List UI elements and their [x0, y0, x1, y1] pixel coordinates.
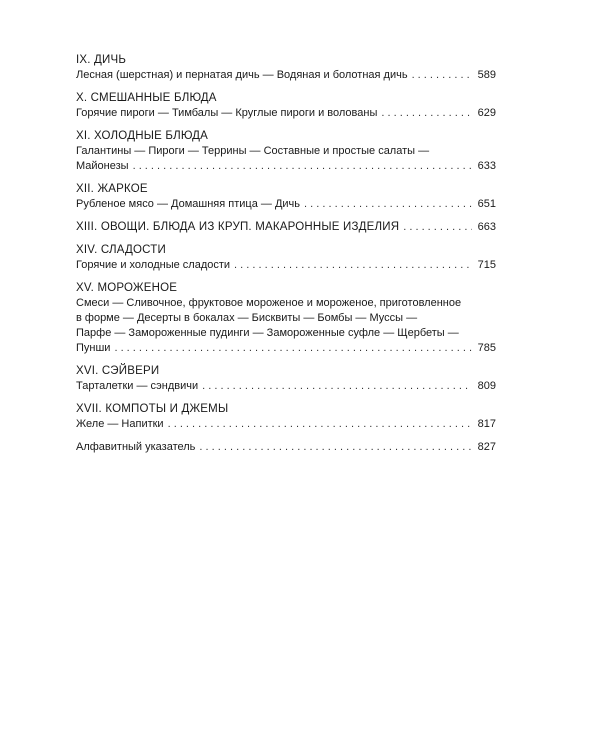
- entry-text: Горячие пироги — Тимбалы — Круглые пироги и волованы: [76, 107, 378, 119]
- toc-section-index: [76, 440, 496, 455]
- dot-leader: [168, 417, 472, 432]
- section-title: XV. МОРОЖЕНОЕ: [76, 282, 178, 294]
- toc-entry[interactable]: [76, 220, 496, 235]
- section-title: XIII. ОВОЩИ. БЛЮДА ИЗ КРУП. МАКАРОННЫЕ ИЗДЕЛИЯ: [76, 221, 400, 233]
- section-title: XIV. СЛАДОСТИ: [76, 244, 166, 256]
- toc-section-xiii: [76, 220, 496, 235]
- toc-section-xiv: [76, 243, 496, 273]
- toc-entry[interactable]: [76, 379, 496, 394]
- section-title: XI. ХОЛОДНЫЕ БЛЮДА: [76, 130, 209, 142]
- table-of-contents: [76, 53, 496, 463]
- toc-section-xv: [76, 281, 496, 356]
- section-title: X. СМЕШАННЫЕ БЛЮДА: [76, 92, 217, 104]
- section-title: IX. ДИЧЬ: [76, 54, 127, 66]
- dot-leader: [234, 258, 472, 273]
- entry-text: Пунши: [76, 342, 111, 354]
- entry-text: Лесная (шерстная) и пернатая дичь — Водяная и болотная дичь: [76, 69, 408, 81]
- entry-text: Тарталетки — сэндвичи: [76, 380, 199, 392]
- entry-text: Майонезы: [76, 160, 129, 172]
- entry-text-line: Смеси — Сливочное, фруктовое мороженое и мороженое, приготовленное: [76, 297, 462, 309]
- page-number: 651: [477, 198, 496, 210]
- toc-section-xi: [76, 129, 496, 174]
- dot-leader: [133, 159, 472, 174]
- toc-section-xvi: [76, 364, 496, 394]
- dot-leader: [202, 379, 472, 394]
- page-number: 663: [477, 221, 496, 233]
- entry-text-line: Галантины — Пироги — Террины — Составные и простые салаты —: [76, 145, 430, 157]
- page-number: 589: [477, 69, 496, 81]
- entry-text: Рубленое мясо — Домашняя птица — Дичь: [76, 198, 301, 210]
- entry-text: Алфавитный указатель: [76, 441, 196, 453]
- page-number: 827: [477, 441, 496, 453]
- section-title: XVI. СЭЙВЕРИ: [76, 365, 160, 377]
- entry-text: Желе — Напитки: [76, 418, 164, 430]
- toc-section-x: [76, 91, 496, 121]
- dot-leader: [199, 440, 472, 455]
- toc-entry[interactable]: [76, 258, 496, 273]
- dot-leader: [412, 68, 472, 83]
- page-number: 633: [477, 160, 496, 172]
- section-title: XVII. КОМПОТЫ И ДЖЕМЫ: [76, 403, 229, 415]
- toc-entry[interactable]: [76, 106, 496, 121]
- toc-section-xii: [76, 182, 496, 212]
- entry-text-line: Парфе — Замороженные пудинги — Замороженные суфле — Щербеты —: [76, 327, 459, 339]
- dot-leader: [114, 341, 472, 356]
- dot-leader: [381, 106, 472, 121]
- toc-entry[interactable]: [76, 159, 496, 174]
- toc-entry[interactable]: [76, 197, 496, 212]
- page-number: 817: [477, 418, 496, 430]
- page-number: 809: [477, 380, 496, 392]
- toc-section-xvii: [76, 402, 496, 432]
- toc-entry[interactable]: [76, 341, 496, 356]
- entry-text-line: в форме — Десерты в бокалах — Бисквиты — Бомбы — Муссы —: [76, 312, 418, 324]
- toc-section-ix: [76, 53, 496, 83]
- toc-entry[interactable]: [76, 440, 496, 455]
- dot-leader: [304, 197, 472, 212]
- entry-text: Горячие и холодные сладости: [76, 259, 231, 271]
- dot-leader: [403, 220, 472, 235]
- page-number: 715: [477, 259, 496, 271]
- page-number: 785: [477, 342, 496, 354]
- section-title: XII. ЖАРКОЕ: [76, 183, 148, 195]
- toc-entry[interactable]: [76, 68, 496, 83]
- page-number: 629: [477, 107, 496, 119]
- toc-entry[interactable]: [76, 417, 496, 432]
